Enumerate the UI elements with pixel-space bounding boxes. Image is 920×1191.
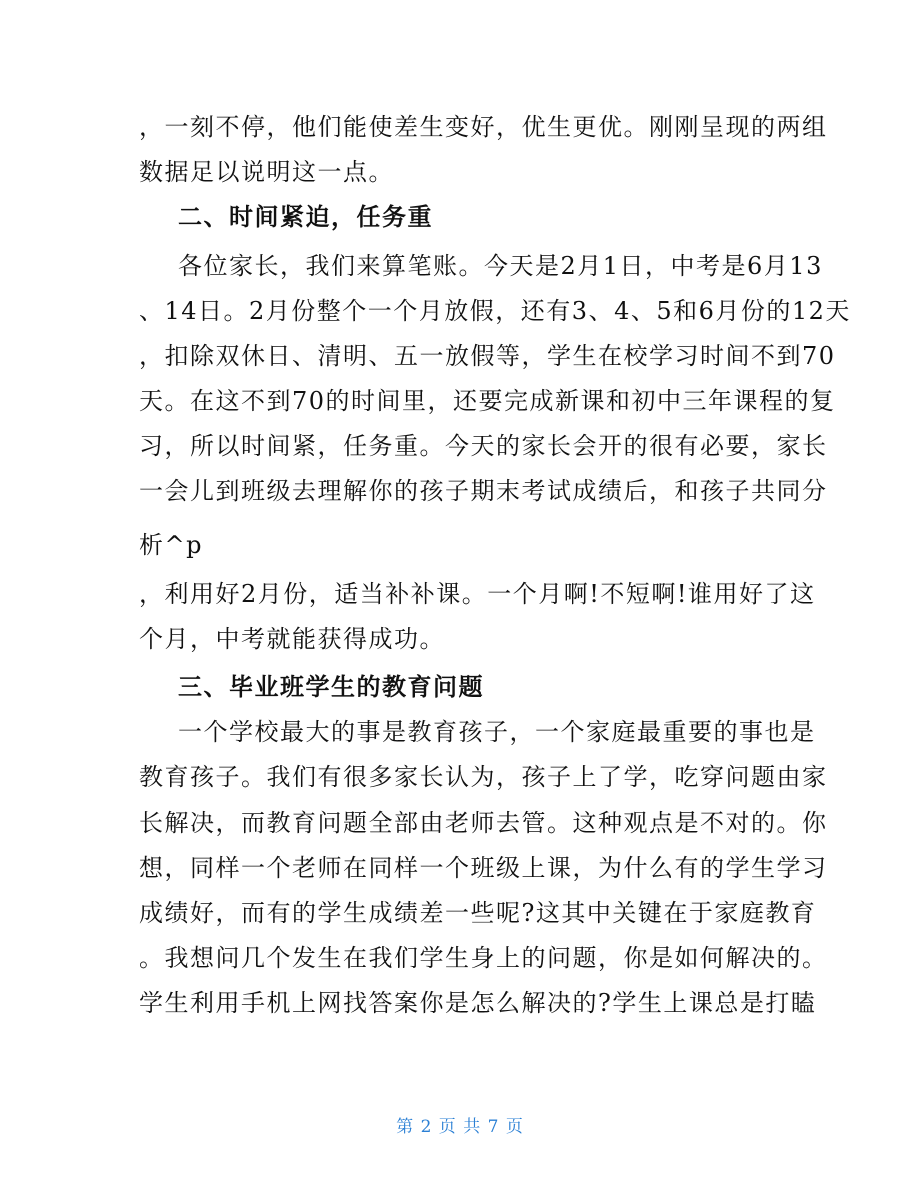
paragraph-line: 一会儿到班级去理解你的孩子期末考试成绩后，和孩子共同分 xyxy=(139,477,828,505)
paragraph-line: 析^p xyxy=(139,531,203,559)
paragraph-line: 天。在这不到70的时间里，还要完成新课和初中三年课程的复 xyxy=(139,387,836,415)
paragraph-line: ，利用好2月份，适当补补课。一个月啊!不短啊!谁用好了这 xyxy=(139,580,816,608)
paragraph-line: 各位家长，我们来算笔账。今天是2月1日，中考是6月13 xyxy=(178,252,823,280)
paragraph-line: 习，所以时间紧，任务重。今天的家长会开的很有必要，家长 xyxy=(139,432,828,460)
paragraph-line: ，扣除双休日、清明、五一放假等，学生在校学习时间不到70 xyxy=(139,342,836,370)
paragraph-line: ，一刻不停，他们能使差生变好，优生更优。刚刚呈现的两组 xyxy=(139,113,828,141)
paragraph-line: 教育孩子。我们有很多家长认为，孩子上了学，吃穿问题由家 xyxy=(139,763,828,791)
paragraph-line: 个月，中考就能获得成功。 xyxy=(139,625,445,653)
paragraph-line: 学生利用手机上网找答案你是怎么解决的?学生上课总是打瞌 xyxy=(139,989,817,1017)
paragraph-line: 成绩好，而有的学生成绩差一些呢?这其中关键在于家庭教育 xyxy=(139,899,817,927)
paragraph-line: 长解决，而教育问题全部由老师去管。这种观点是不对的。你 xyxy=(139,809,828,837)
page-number-footer: 第 2 页 共 7 页 xyxy=(396,1117,524,1137)
paragraph-line: 、14日。2月份整个一个月放假，还有3、4、5和6月份的12天 xyxy=(139,297,851,325)
section-heading: 三、毕业班学生的教育问题 xyxy=(178,672,484,701)
paragraph-line: 数据足以说明这一点。 xyxy=(139,158,394,186)
section-heading: 二、时间紧迫，任务重 xyxy=(178,202,433,231)
paragraph-line: 一个学校最大的事是教育孩子，一个家庭最重要的事也是 xyxy=(178,718,816,746)
paragraph-line: 想，同样一个老师在同样一个班级上课，为什么有的学生学习 xyxy=(139,854,828,882)
paragraph-line: 。我想问几个发生在我们学生身上的问题，你是如何解决的。 xyxy=(139,944,828,972)
